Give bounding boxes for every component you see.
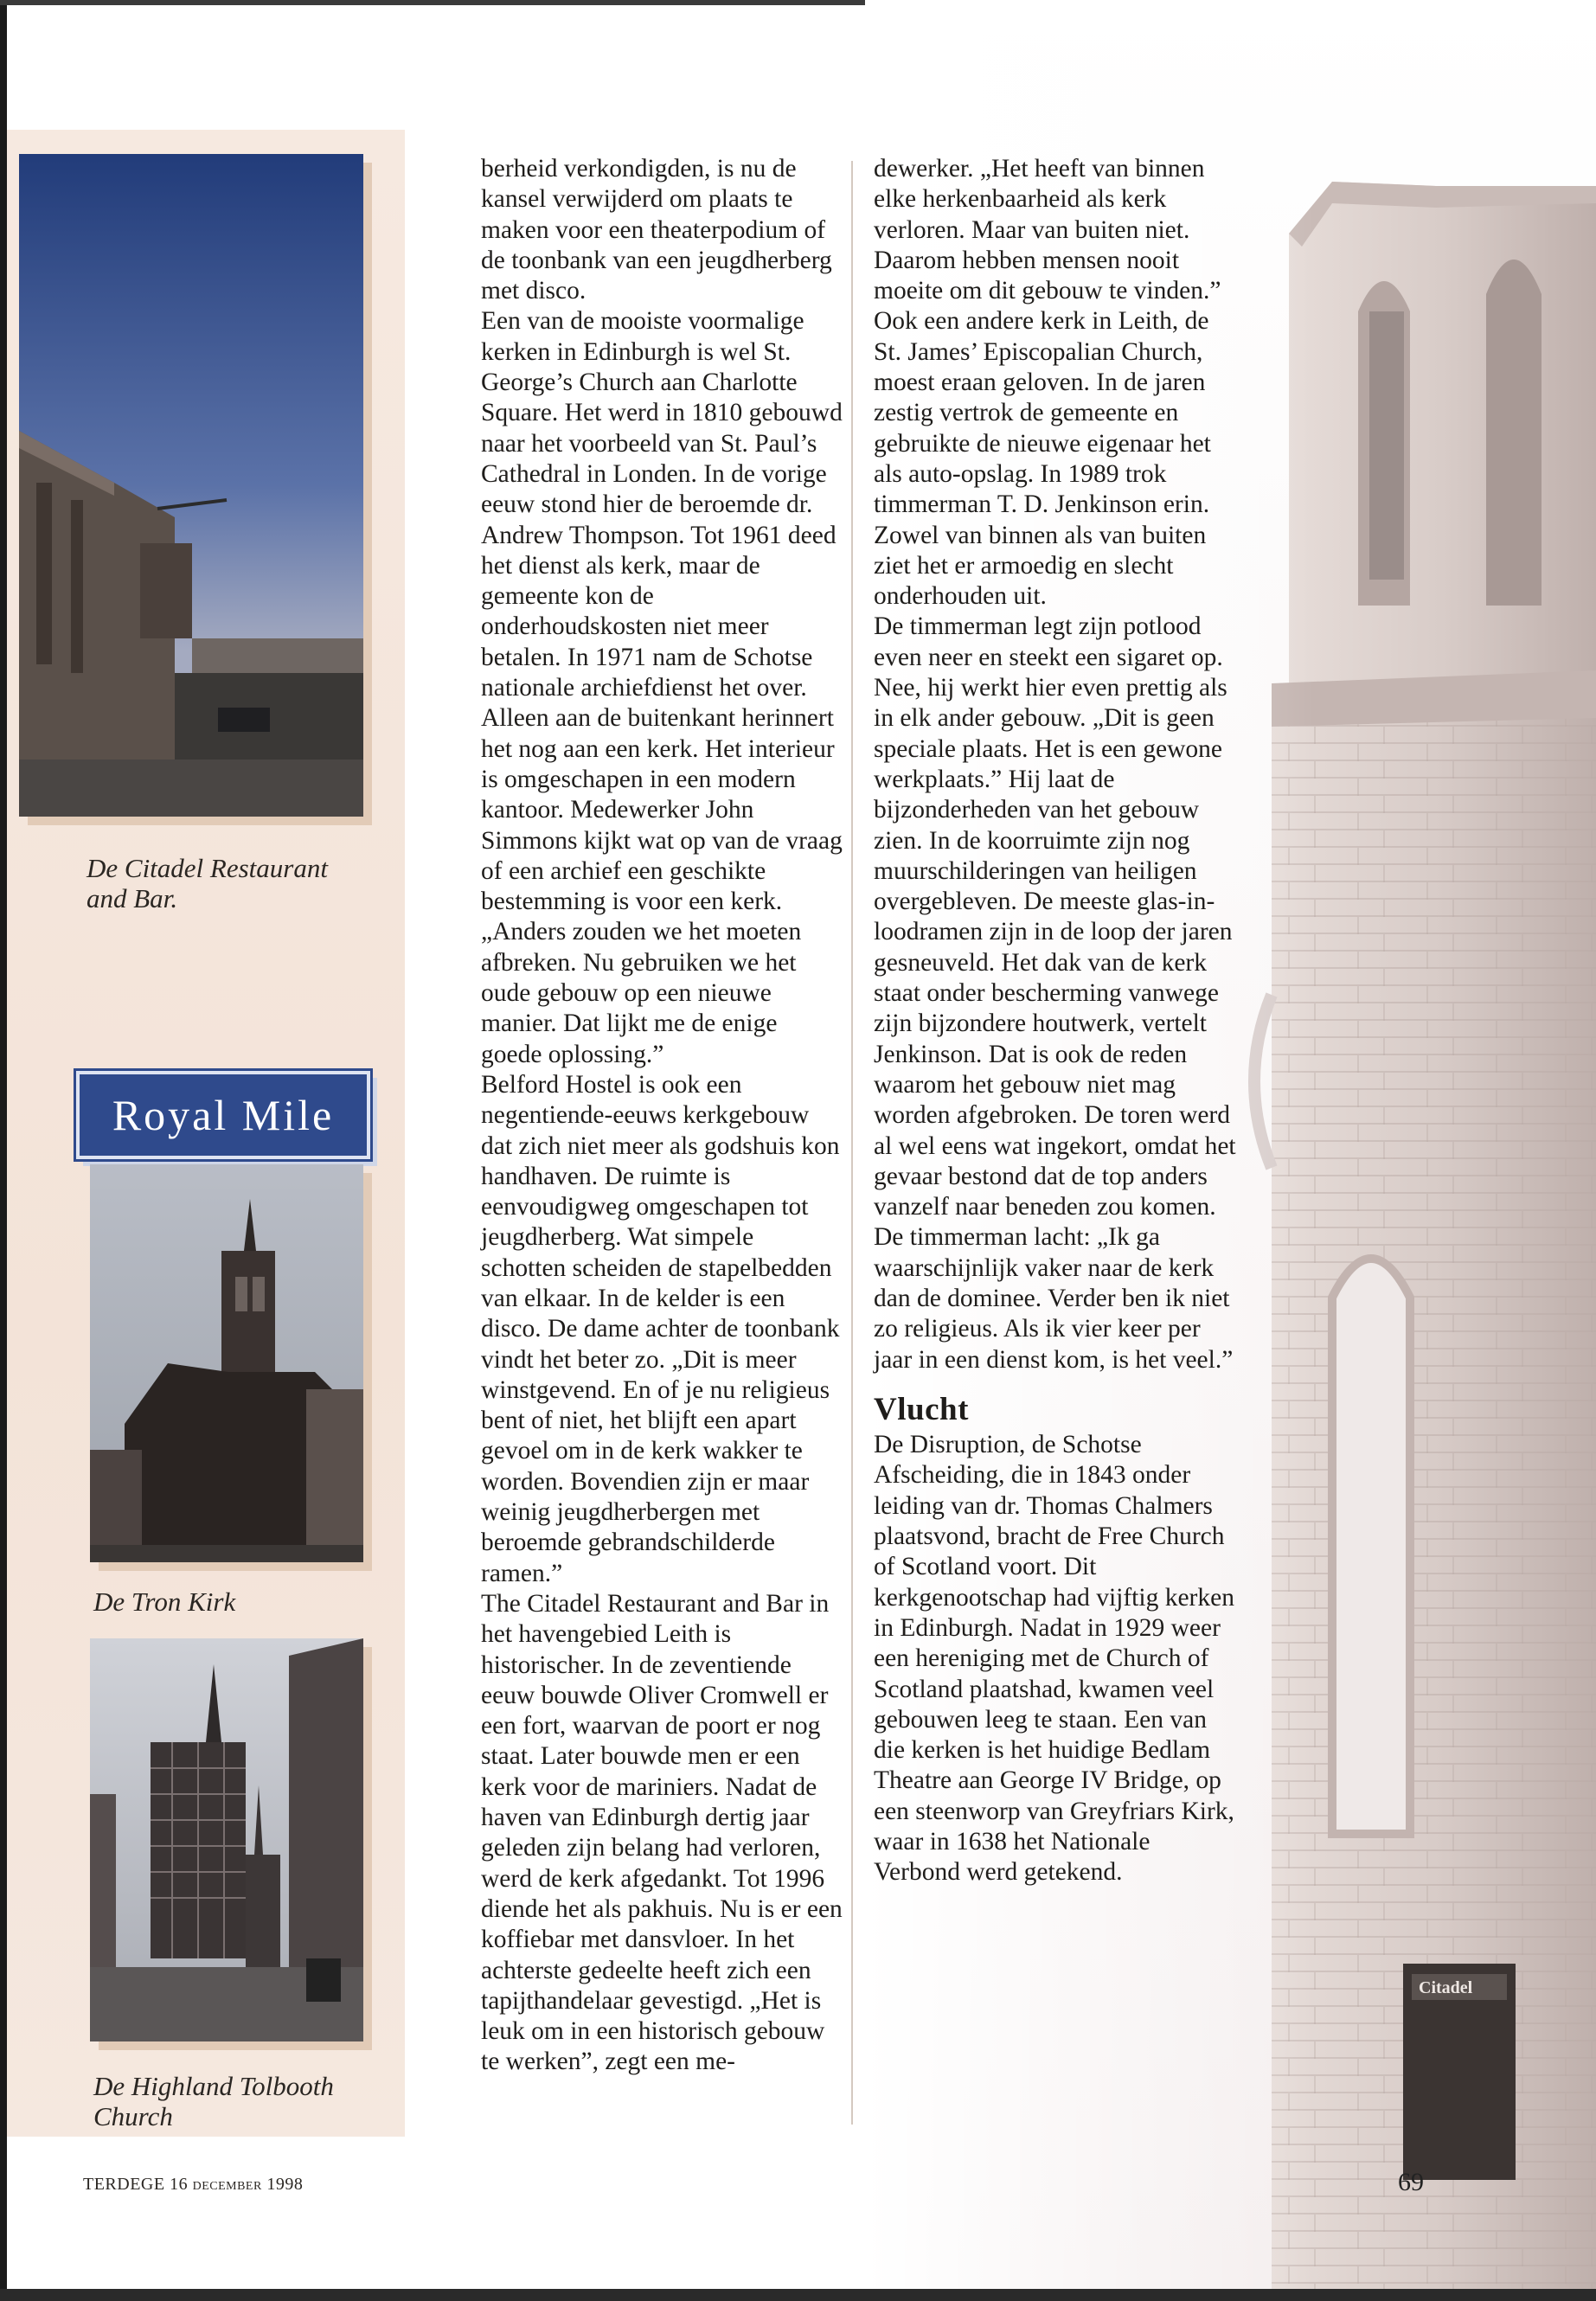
photo-tron-kirk xyxy=(90,1164,363,1562)
paragraph: berheid verkondigden, is nu de kansel verwijderd om plaats te maken voor een theaterpodium of de toonbank van een jeugdherberg met disco. xyxy=(481,155,832,305)
subheading-vlucht: Vlucht xyxy=(874,1391,969,1427)
caption-highland-tolbooth: De Highland Tolbooth Church xyxy=(93,2071,334,2131)
paragraph: dewerker. „Het heeft van binnen elke herkenbaarheid als kerk verloren. Maar van buiten niet. Daarom hebben mensen nooit moeite om dit gebouw te vinden.” xyxy=(874,155,1221,305)
column-divider xyxy=(851,161,853,2125)
royal-mile-section-label: Royal Mile xyxy=(76,1071,370,1159)
paragraph: The Citadel Restaurant and Bar in het havengebied Leith is historischer. In de zeventiende eeuw bouwde Oliver Cromwell er een fort, waarvan de poort er nog staat. Later bouwde men er een kerk voor de mariniers. Nadat de haven van Edinburgh dertig jaar geleden zijn belang had verloren, werd de kerk afgedankt. Tot 1996 diende het als pakhuis. Nu is er een koffiebar met dansvloer. In het achterste gedeelte heeft zich een tapijthandelaar gevestigd. „Het is leuk om in een historisch gebouw te werken”, zegt een me- xyxy=(481,1589,843,2076)
magazine-footer: TERDEGE 16 december 1998 xyxy=(83,2175,304,2194)
paragraph: Belford Hostel is ook een negentiende-eeuws kerkgebouw dat zich niet meer als godshuis kon handhaven. De ruimte is eenvoudigweg omgeschapen tot jeugdherberg. Wat simpele schotten scheiden de stapelbedden van elkaar. In de kelder is een disco. De dame achter de toonbank vindt het beter zo. „Dit is meer winstgevend. En of je nu religieus bent of niet, het blijft een apart gevoel om in de kerk wakker te worden. Bovendien zijn er maar weinig jeugdherbergen met beroemde gebrandschilderde ramen.” xyxy=(481,1070,840,1587)
paragraph: Ook een andere kerk in Leith, de St. James’ Episcopalian Church, moest eraan geloven. In de jaren zestig vertrok de gemeente en gebruikte de nieuwe eigenaar het als auto-opslag. In 1989 trok timmerman T. D. Jenkinson erin. Zowel van binnen als van buiten ziet het er armoedig en slecht onderhouden uit. xyxy=(874,307,1211,611)
caption-citadel: De Citadel Restaurant and Bar. xyxy=(87,853,328,913)
paragraph: De Disruption, de Schotse Afscheiding, die in 1843 onder leiding van dr. Thomas Chalmers plaatsvond, bracht de Free Church of Scotland voort. Dit kerkgenootschap had vijftig kerken in Edinburgh. Nadat in 1929 weer een hereniging met de Church of Scotland plaatshad, kwamen veel gebouwen leeg te staan. Een van die kerken is het huidige Bedlam Theatre aan George IV Bridge, op een steenworp van Greyfriars Kirk, waar in 1638 het Nationale Verbond werd getekend. xyxy=(874,1431,1234,1887)
photo-highland-tolbooth-church xyxy=(90,1638,363,2041)
photo-citadel-restaurant xyxy=(19,154,363,817)
article-column-2 xyxy=(874,154,1239,1888)
paragraph: De timmerman legt zijn potlood even neer en steekt een sigaret op. Nee, hij werkt hier even prettig als in elk ander gebouw. „Dit is geen speciale plaats. Het is een gewone werkplaats.” Hij laat de bijzonderheden van het gebouw zien. In de koorruimte zijn nog muurschilderingen van heiligen overgebleven. De meeste glas-in-loodramen zijn in de loop der jaren gesneuveld. Het dak van de kerk staat onder bescherming vanwege zijn bijzondere houtwerk, vertelt Jenkinson. Dat is ook de reden waarom het gebouw niet mag worden afgebroken. De toren werd al wel eens wat ingekort, omdat het gevaar bestond dat de top anders vanzelf naar beneden zou komen. De timmerman lacht: „Ik ga waarschijnlijk vaker naar de kerk dan de dominee. Verder ben ik niet zo religieus. Als ik vier keer per jaar in een dienst kom, is het veel.” xyxy=(874,612,1236,1374)
caption-tron-kirk: De Tron Kirk xyxy=(93,1586,236,1617)
article-column-1 xyxy=(481,154,844,2078)
page-edge-left xyxy=(0,0,7,2301)
paragraph: Een van de mooiste voormalige kerken in Edinburgh is wel St. George’s Church aan Charlotte Square. Het werd in 1810 gebouwd naar het voorbeeld van St. Paul’s Cathedral in Londen. In de vorige eeuw stond hier de beroemde dr. Andrew Thompson. Tot 1961 deed het dienst als kerk, maar de gemeente kon de onderhoudskosten niet meer betalen. In 1971 nam de Schotse nationale archiefdienst het over. Alleen aan de buitenkant herinnert het nog aan een kerk. Het interieur is omgeschapen in een modern kantoor. Medewerker John Simmons kijkt wat op van de vraag of een archief een geschikte bestemming is voor een kerk. „Anders zouden we het moeten afbreken. Nu gebruiken we het oude gebouw op een nieuwe manier. Dat lijkt me de enige goede oplossing.” xyxy=(481,307,843,1068)
page-number: 69 xyxy=(1398,2168,1424,2196)
citadel-sign-text: Citadel xyxy=(1419,1978,1473,1997)
page-edge-bottom xyxy=(0,2289,1596,2301)
